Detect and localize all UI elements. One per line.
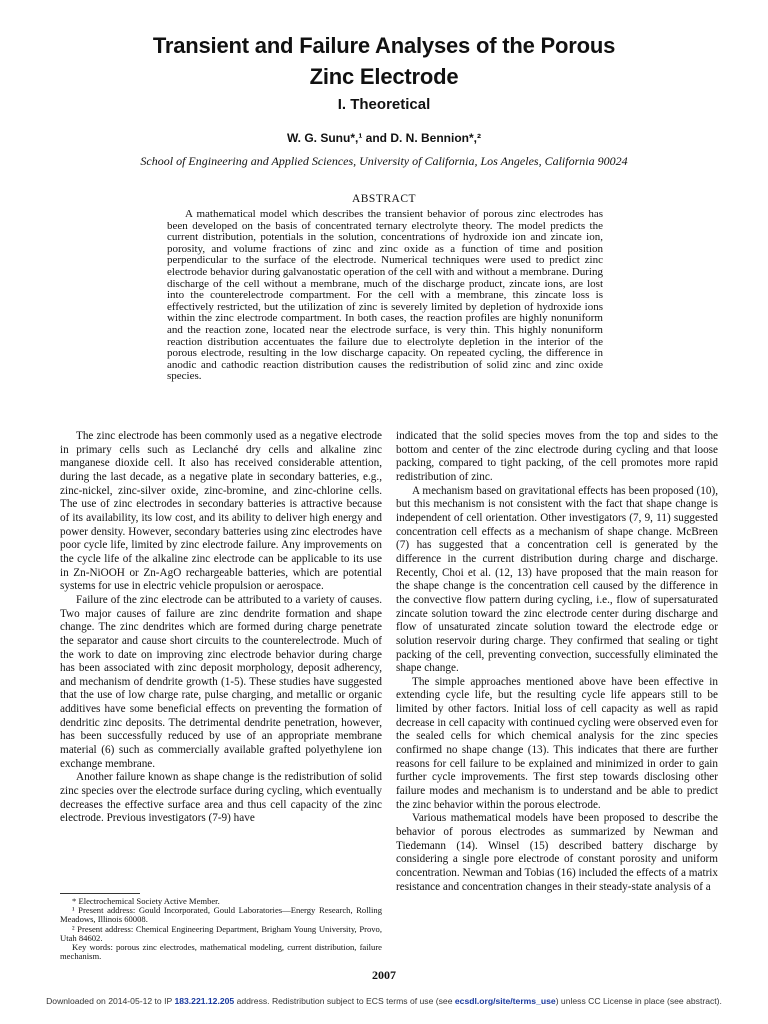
authors: W. G. Sunu*,¹ and D. N. Bennion*,² [287,131,481,145]
page-number: 2007 [372,968,396,982]
affiliation: School of Engineering and Applied Sciences, University of California, Los Angeles, California 90024 [140,154,628,168]
footnote: ¹ Present address: Gould Incorporated, Gould Laboratories—Energy Research, Rolling Meadows, Illinois 60008. [60,905,382,925]
right-column [396,430,718,894]
footnote: ² Present address: Chemical Engineering Department, Brigham Young University, Provo, Utah 84602. [60,923,382,943]
body-paragraph: The zinc electrode has been commonly used as a negative electrode in primary cells such as Leclanché dry cells and alkaline zinc manganese dioxide cell. It also has received considerable attention, during the last decade, as a negative plate in secondary batteries, e.g., zinc-nickel, zinc-silver oxide, zinc-bromine, and zinc-chlorine cells. The use of zinc electrodes in secondary batteries is attractive because of its availability, its low cost, and its ability to deliver high energy and power density. However, secondary batteries using zinc electrodes have poor cycle life, limited by zinc electrode failure. Any improvements on the cycle life of the alkaline zinc electrode can be applicable to its use in Zn-NiOOH or Zn-AgO rechargeable batteries, which are potential systems for use in electric vehicle propulsion or aerospace. [60,430,382,593]
footnote: Key words: porous zinc electrodes, mathematical modeling, current distribution, failure mechanism. [60,942,382,962]
body-paragraph: Another failure known as shape change is the redistribution of solid zinc species over the electrode surface during cycling, which eventually decreases the effective surface area and thus cell capacity of the zinc electrode. Previous investigators (7-9) have [60,771,382,825]
body-paragraph: indicated that the solid species moves from the top and sides to the bottom and center of the zinc electrode during cycling and that loose packing, compared to tight packing, of the cell promotes more rapid redistribution of zinc. [396,430,718,483]
body-paragraph: Various mathematical models have been proposed to describe the behavior of porous electrodes as summarized by Newman and Tiedemann (14). Winsel (15) described battery discharge by considering a single pore electrode of constant porosity and uniform concentration. Newman and Tobias (16) included the effects of a matrix resistance and concentration changes in their steady-state analysis of a [396,812,718,893]
abstract-heading: ABSTRACT [351,193,417,205]
paper-title [0,30,768,92]
download-notice [0,996,768,1006]
abstract-text: A mathematical model which describes the transient behavior of porous zinc electrodes has been developed on the basis of concentrated ternary electrolyte theory. The model predicts the current distribution, potentials in the solution, concentrations of hydroxide ion and zincate ion, porosity, and volume fractions of zinc and zinc oxide as a function of time and position perpendicular to the surface of the electrode. Numerical techniques were used to predict zinc electrode behavior during galvanostatic operation of the cell with and without a membrane. During discharge of the cell without a membrane, much of the discharge product, zincate ions, are lost into the counterelectrode compartment. For the cell with a membrane, this zincate loss is effectively restricted, but the utilization of zinc is severely limited by depletion of hydroxide ions within the zinc electrode compartment. In both cases, the reaction profiles are highly nonuniform and the reaction zone, located near the electrode surface, is very thin. This highly nonuniform reaction distribution accentuates the failure due to electrolyte depletion in the interior of the porous electrode, resulting in the low discharge capacity. On repeated cycling, the difference in anodic and cathodic reaction distribution causes the redistribution of solid zinc and zinc oxide species. [167,208,603,383]
body-paragraph: The simple approaches mentioned above have been effective in extending cycle life, but the resulting cycle life appears still to be limited by other factors. Initial loss of cell capacity as well as rapid decrease in cell capacity with continued cycling were observed even for the sealed cells for which chemical analysis for the zinc species confirmed no shape change (13). This indicates that there are further reasons for cell failure to be explained and minimized in order to gain further cycle improvements. The first step towards disclosing other failure modes and mechanism is to understand and be able to predict the zinc behavior within the porous electrode. [396,675,718,811]
download-suffix: ) unless CC License in place (see abstract). [555,996,722,1006]
footnote: * Electrochemical Society Active Member. [72,896,220,906]
body-paragraph: A mechanism based on gravitational effects has been proposed (10), but this mechanism is not consistent with the fact that shape change is independent of cell orientation. Other investigators (7, 9, 11) suggested concentration cell effects as a mechanism of shape change. McBreen (7) has suggested that a concentration cell is generated by the difference in the current distribution during charge and discharge. Recently, Choi et al. (12, 13) have proposed that the main reason for the shape change is the concentration cell caused by the difference in the convective flow pattern during cycling, i.e., flow of supersaturated zincate solution toward the zinc electrode center during discharge and flow of unsaturated zincate solution toward the electrode edge or solution reservoir during charge. They confirmed that sealing or tight packing of the cell, preventing convection, successfully eliminated the shape change. [396,484,718,675]
title-line-1: Transient and Failure Analyses of the Porous [152,33,616,58]
body-paragraph: Failure of the zinc electrode can be attributed to a variety of causes. Two major causes of failure are zinc dendrite formation and shape change. The zinc dendrites which are formed during charge penetrate the separator and cause short circuits to the counterelectrode. Much of the work to date on improving zinc electrode behavior during charge has been associated with zinc deposit morphology, deposit adherency, and mechanism of dendrite growth (1-5). These studies have suggested that the use of low charge rate, pulse charging, and metallic or organic additives have some beneficial effects on preventing the formation of dendritic zinc deposits. The detrimental dendrite penetration, however, has been successfully reduced by use of an appropriate membrane material (6) such as commercially available grafted polyethylene ion exchange membrane. [60,593,382,770]
left-column [60,430,382,826]
ip-address-link[interactable]: 183.221.12.205 [174,996,235,1006]
paper-subtitle: I. Theoretical [337,96,431,113]
download-prefix: Downloaded on 2014-05-12 to IP [46,996,173,1006]
title-line-2: Zinc Electrode [309,64,459,89]
footnotes [60,897,382,961]
download-middle: address. Redistribution subject to ECS terms of use (see [236,996,453,1006]
terms-of-use-link[interactable]: ecsdl.org/site/terms_use [454,996,556,1006]
footnote-divider [60,893,140,894]
